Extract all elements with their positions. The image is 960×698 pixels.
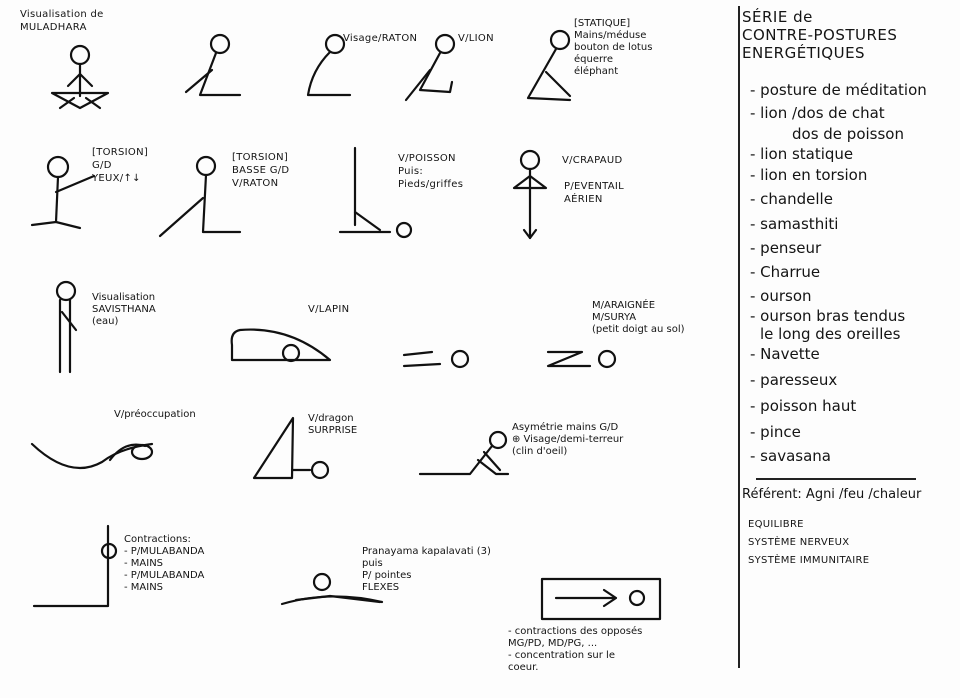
label-lapin: V/LAPIN: [308, 304, 350, 315]
list-item: - savasana: [750, 447, 831, 465]
system-immunitaire: SYSTÈME IMMUNITAIRE: [748, 555, 870, 566]
label-pranayama: Pranayama kapalavati (3) puis P/ pointes FLEXES: [362, 546, 491, 593]
figure-lapin: [232, 330, 330, 361]
referent: Référent: Agni /feu /chaleur: [742, 487, 922, 502]
list-item: - paresseux: [750, 371, 838, 389]
label-preoccupation: V/préoccupation: [114, 409, 196, 420]
figure-torsion-2: [160, 157, 240, 236]
figure-lying-1: [404, 351, 468, 367]
series-title: SÉRIE de CONTRE-POSTURES ENERGÉTIQUES: [742, 8, 898, 62]
list-item: - penseur: [750, 239, 822, 257]
list-item: - posture de méditation: [750, 81, 927, 99]
figure-savisthana: [57, 282, 76, 372]
label-muladhara: Visualisation de MULADHARA: [20, 9, 104, 33]
figure-torsion-1: [32, 157, 94, 228]
figure-statique: [528, 31, 570, 100]
figure-contractions: [34, 526, 116, 606]
system-nerveux: SYSTÈME NERVEUX: [748, 537, 850, 548]
list-item: - poisson haut: [750, 397, 857, 415]
label-visage-raton: Visage/RATON: [343, 33, 418, 44]
list-underline: [756, 478, 916, 480]
label-opposes: - contractions des opposés MG/PD, MD/PG, ... - concentration sur le coeur.: [508, 626, 643, 673]
label-statique: [STATIQUE] Mains/méduse bouton de lotus équerre éléphant: [574, 18, 653, 77]
system-equilibre: EQUILIBRE: [748, 519, 804, 530]
list-item: - ourson bras tendus: [750, 307, 906, 325]
label-asymetrie: Asymétrie mains G/D ⊕ Visage/demi-terreur (clin d'oeil): [512, 422, 624, 457]
list-item: - lion statique: [750, 145, 854, 163]
figure-araignee: [548, 351, 615, 367]
label-lion: V/LION: [458, 33, 494, 44]
label-savisthana: Visualisation SAVISTHANA (eau): [92, 292, 156, 327]
list-item: - lion /dos de chat: [750, 104, 885, 122]
figure-preoccupation: [32, 444, 152, 468]
vertical-divider: [738, 6, 740, 668]
label-contractions: Contractions: - P/MULABANDA - MAINS - P/MULABANDA - MAINS: [124, 534, 205, 593]
list-item: le long des oreilles: [760, 325, 901, 343]
label-dragon: V/dragon SURPRISE: [308, 413, 358, 436]
label-torsion-2: [TORSION] BASSE G/D V/RATON: [232, 152, 290, 189]
figure-crapaud: [514, 151, 546, 238]
list-item: - pince: [750, 423, 801, 441]
figure-asymetrie: [420, 432, 508, 474]
label-poisson: V/POISSON Puis: Pieds/griffes: [398, 153, 464, 190]
list-item: - ourson: [750, 287, 812, 305]
figure-opposes: [542, 579, 660, 619]
figure-muladhara: [52, 46, 108, 108]
figure-seated-1: [186, 35, 240, 95]
list-item: dos de poisson: [792, 125, 904, 143]
list-item: - Navette: [750, 345, 820, 363]
list-item: - chandelle: [750, 190, 833, 208]
list-item: - samasthiti: [750, 215, 839, 233]
list-item: - Charrue: [750, 263, 821, 281]
label-araignee: M/ARAIGNÉE M/SURYA (petit doigt au sol): [592, 300, 685, 335]
label-torsion-1: [TORSION] G/D YEUX/↑↓: [92, 147, 149, 184]
label-eventail: P/EVENTAIL AÉRIEN: [564, 181, 625, 205]
list-item: - lion en torsion: [750, 166, 868, 184]
label-crapaud: V/CRAPAUD: [562, 155, 623, 166]
